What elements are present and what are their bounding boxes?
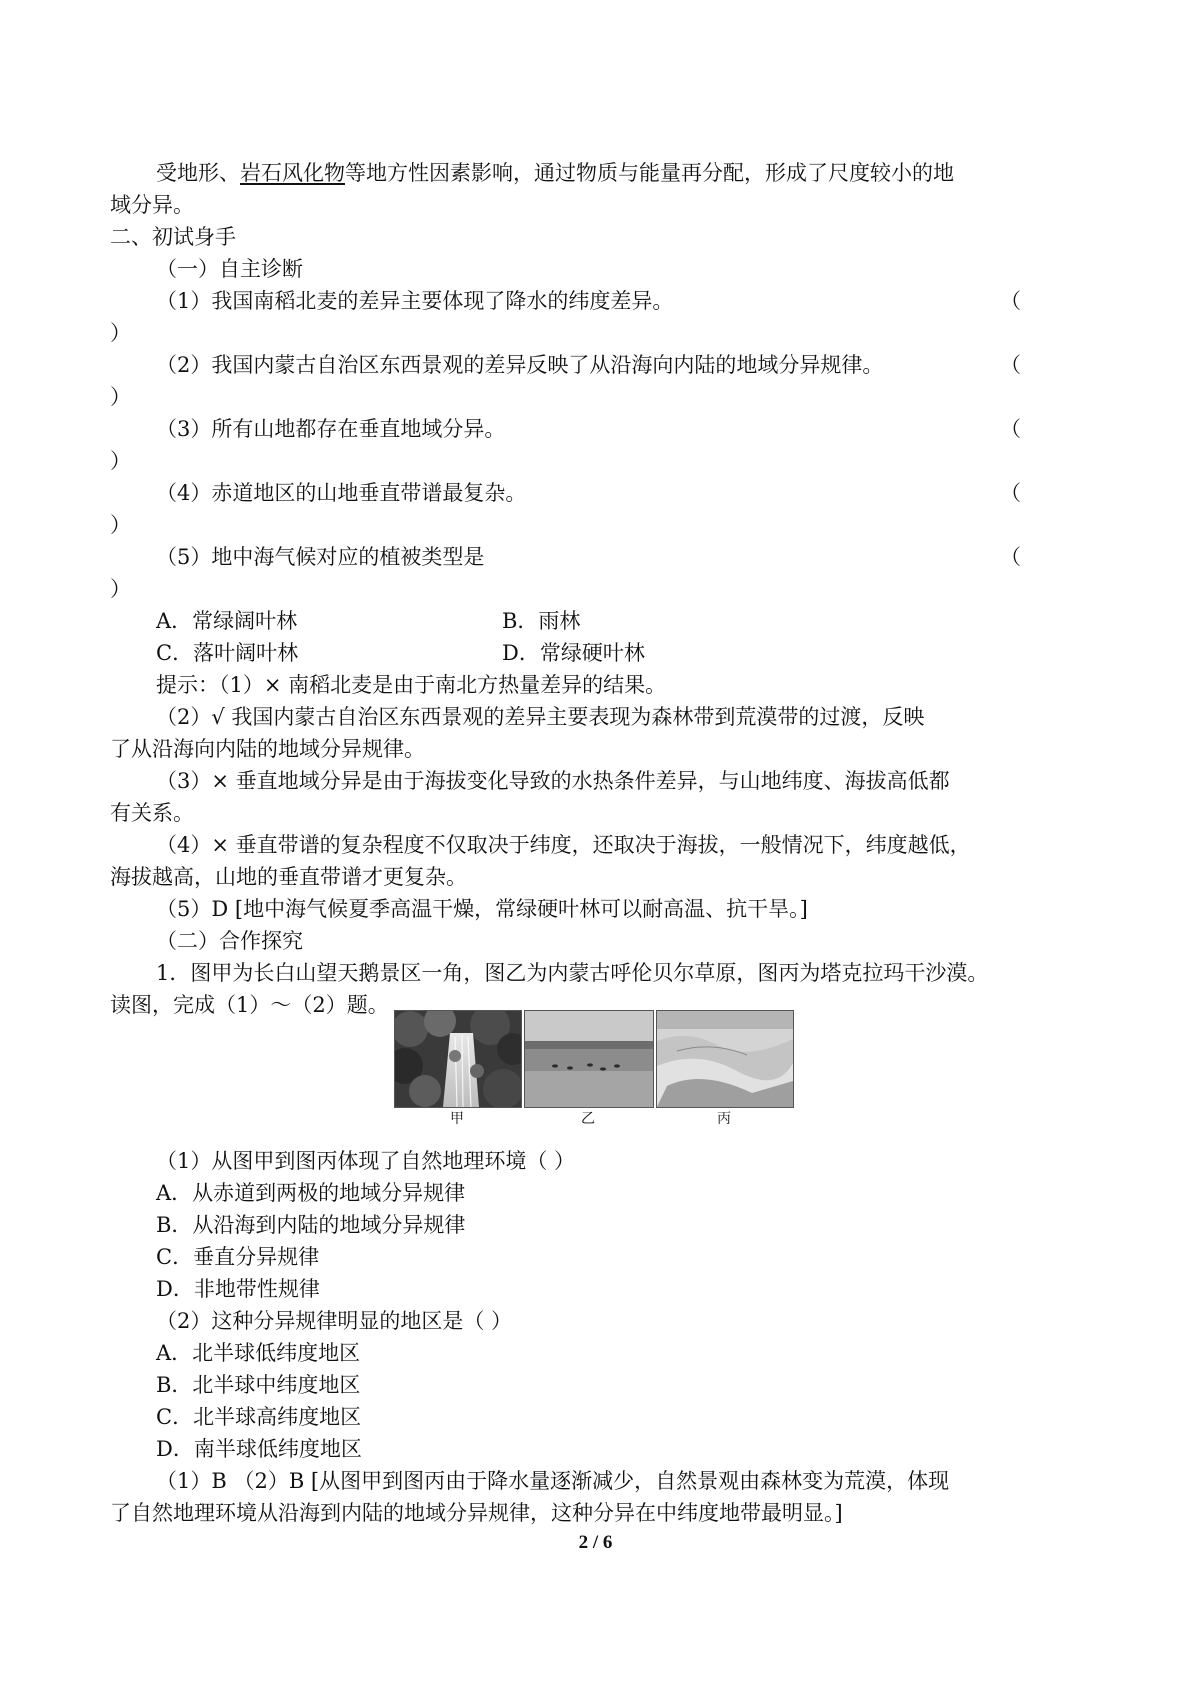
answer-blank-open-1: （ (1000, 289, 1021, 313)
answer-blank-close-4: ） (110, 513, 131, 537)
figure-label-jia: 甲 (450, 1111, 464, 1127)
option-d: D．常绿硬叶林 (502, 641, 645, 665)
option-b: B．雨林 (502, 609, 581, 633)
hint-3-line-1: （3）× 垂直地域分异是由于海拔变化导致的水热条件差异，与山地纬度、海拔高低都 (156, 769, 950, 793)
answer-blank-close-3: ） (110, 449, 131, 473)
question-1-stem: （1）从图甲到图丙体现了自然地理环境（ ） (156, 1149, 576, 1173)
question-2-stem: （2）这种分异规律明显的地区是（ ） (156, 1309, 513, 1333)
answer-blank-open-2: （ (1000, 353, 1021, 377)
hint-5: （5）D [地中海气候夏季高温干燥，常绿硬叶林可以耐高温、抗干旱。] (156, 897, 808, 921)
answer-blank-open-5: （ (1000, 545, 1021, 569)
grassland-photo (524, 1010, 654, 1108)
question-1-option-a: A．从赤道到两极的地域分异规律 (156, 1181, 466, 1205)
question-1-option-c: C．垂直分异规律 (156, 1245, 320, 1269)
hint-2-line-1: （2）√ 我国内蒙古自治区东西景观的差异主要表现为森林带到荒漠带的过渡，反映 (156, 705, 925, 729)
answer-blank-open-3: （ (1000, 417, 1021, 441)
answer-blank-open-4: （ (1000, 481, 1021, 505)
hint-1: 提示：（1）× 南稻北麦是由于南北方热量差异的结果。 (156, 673, 667, 697)
hint-2-line-2: 了从沿海向内陆的地域分异规律。 (110, 737, 425, 761)
question-2-option-c: C．北半球高纬度地区 (156, 1405, 362, 1429)
figure-label-bing: 丙 (717, 1111, 731, 1127)
answer-blank-close-5: ） (110, 577, 131, 601)
landscape-figure (394, 1010, 798, 1127)
answer-blank-close-1: ） (110, 321, 131, 345)
forest-waterfall-photo (394, 1010, 522, 1108)
hint-4-line-1: （4）× 垂直带谱的复杂程度不仅取决于纬度，还取决于海拔，一般情况下，纬度越低， (156, 833, 971, 857)
section-title: 二、初试身手 (110, 225, 236, 249)
question-2-option-d: D．南半球低纬度地区 (156, 1437, 362, 1461)
intro-line-2: 域分异。 (110, 193, 194, 217)
answer-line-2: 了自然地理环境从沿海到内陆的地域分异规律，这种分异在中纬度地带最明显。] (110, 1501, 843, 1525)
option-a: A．常绿阔叶林 (156, 609, 298, 633)
page-number: 2 / 6 (578, 1532, 613, 1553)
diagnosis-item-2: （2）我国内蒙古自治区东西景观的差异反映了从沿海向内陆的地域分异规律。 (156, 353, 884, 377)
question-2-option-b: B．北半球中纬度地区 (156, 1373, 361, 1397)
desert-dunes-photo (656, 1010, 794, 1108)
hint-4-line-2: 海拔越高，山地的垂直带谱才更复杂。 (110, 865, 467, 889)
hint-3-line-2: 有关系。 (110, 801, 194, 825)
question-intro-line-2: 读图，完成（1）～（2）题。 (110, 993, 389, 1017)
intro-line-1 (156, 158, 954, 188)
question-2-option-a: A．北半球低纬度地区 (156, 1341, 361, 1365)
option-c: C．落叶阔叶林 (156, 641, 299, 665)
question-intro-line-1: 1．图甲为长白山望天鹅景区一角，图乙为内蒙古呼伦贝尔草原，图丙为塔克拉玛干沙漠。 (156, 961, 989, 985)
answer-line-1: （1）B （2）B [从图甲到图丙由于降水量逐渐减少，自然景观由森林变为荒漠，体现 (156, 1469, 950, 1493)
intro-underlined-term: 岩石风化物 (240, 161, 345, 185)
figure-label-yi: 乙 (581, 1111, 595, 1127)
intro-text-a: 受地形、 (156, 161, 240, 185)
diagnosis-item-4: （4）赤道地区的山地垂直带谱最复杂。 (156, 481, 527, 505)
cooperation-heading: （二）合作探究 (156, 929, 303, 953)
diagnosis-heading: （一）自主诊断 (156, 257, 303, 281)
answer-blank-close-2: ） (110, 385, 131, 409)
question-1-option-d: D．非地带性规律 (156, 1277, 320, 1301)
diagnosis-item-1: （1）我国南稻北麦的差异主要体现了降水的纬度差异。 (156, 289, 674, 313)
diagnosis-item-3: （3）所有山地都存在垂直地域分异。 (156, 417, 506, 441)
question-1-option-b: B．从沿海到内陆的地域分异规律 (156, 1213, 466, 1237)
intro-text-b: 等地方性因素影响，通过物质与能量再分配，形成了尺度较小的地 (345, 161, 954, 185)
diagnosis-item-5: （5）地中海气候对应的植被类型是 (156, 545, 485, 569)
